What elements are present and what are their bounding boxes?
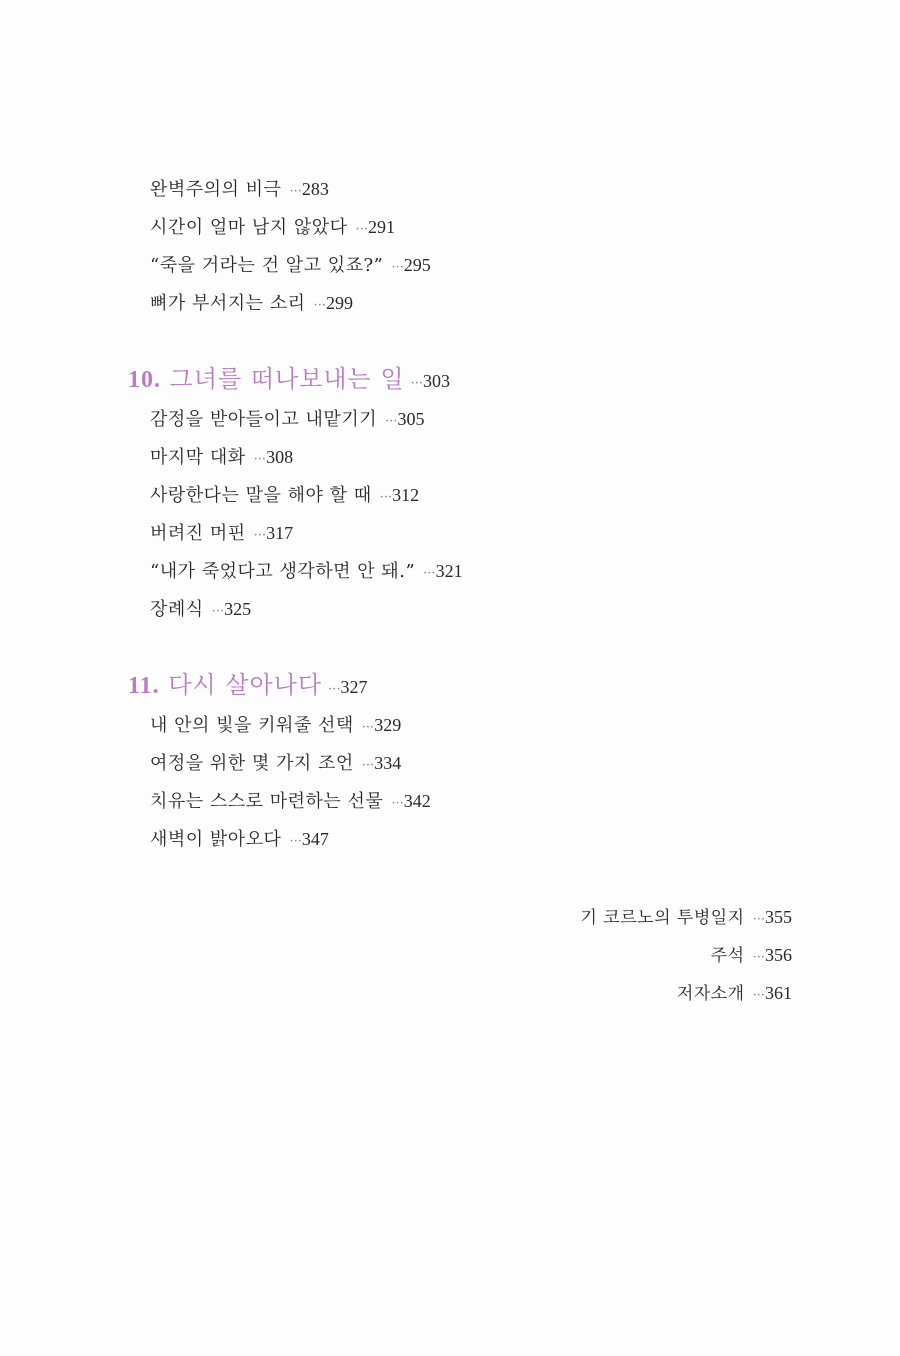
toc-leader-dots: ···	[355, 222, 368, 237]
toc-entry[interactable]	[128, 782, 748, 820]
toc-leader-dots: ···	[289, 834, 302, 849]
toc-leader-dots: ···	[379, 490, 393, 505]
toc-back-matter	[580, 898, 792, 1012]
toc-section-continued	[128, 170, 748, 322]
toc-page-number: 312	[392, 485, 420, 505]
toc-leader-dots: ···	[385, 414, 398, 429]
toc-entry-title: 감정을 받아들이고 내맡기기	[150, 409, 378, 430]
toc-entry-title: 버려진 머핀	[150, 523, 246, 544]
toc-entry[interactable]	[580, 936, 792, 974]
toc-leader-dots: ···	[391, 260, 404, 275]
toc-entry-title: 완벽주의의 비극	[150, 179, 282, 200]
toc-page-number: 283	[301, 179, 329, 199]
toc-entry-title: 기 코르노의 투병일지	[580, 908, 745, 928]
toc-leader-dots: ···	[391, 796, 404, 811]
toc-entry[interactable]	[128, 590, 748, 628]
toc-leader-dots: ···	[253, 452, 267, 467]
toc-page-number: 334	[374, 753, 402, 773]
toc-entry-title: “내가 죽었다고 생각하면 안 돼.”	[150, 561, 416, 582]
chapter-page-number: 327	[340, 677, 368, 697]
toc-entry[interactable]	[128, 208, 748, 246]
toc-leader-dots: ···	[361, 758, 375, 773]
toc-entry[interactable]	[128, 246, 748, 284]
toc-entry-title: 뼈가 부서지는 소리	[150, 293, 306, 314]
toc-page-number: 295	[403, 255, 431, 275]
toc-entry-title: 여정을 위한 몇 가지 조언	[150, 753, 354, 774]
toc-entry[interactable]	[128, 170, 748, 208]
toc-page-number: 325	[224, 599, 252, 619]
toc-entry[interactable]	[580, 974, 792, 1012]
toc-leader-dots: ···	[752, 950, 765, 965]
toc-leader-dots: ···	[313, 298, 326, 313]
toc-entry-title: 장례식	[150, 599, 204, 620]
toc-leader-dots: ···	[253, 528, 267, 543]
toc-entry-title: 새벽이 밝아오다	[150, 829, 282, 850]
toc-page-number: 355	[765, 907, 792, 927]
toc-entry[interactable]	[128, 552, 748, 590]
toc-page-number: 347	[301, 829, 329, 849]
toc-leader-dots: ···	[410, 376, 423, 391]
toc-page-number: 299	[325, 293, 353, 313]
chapter-heading[interactable]	[128, 358, 748, 400]
chapter-number: 10.	[128, 367, 161, 393]
toc-leader-dots: ···	[752, 912, 765, 927]
toc-leader-dots: ···	[361, 720, 375, 735]
toc-entry[interactable]	[128, 284, 748, 322]
toc-page-number: 291	[367, 217, 395, 237]
chapter-title: 그녀를 떠나보내는 일	[169, 365, 405, 393]
chapter-number: 11.	[128, 673, 160, 699]
chapter-title: 다시 살아나다	[168, 671, 323, 699]
toc-entry-title: 치유는 스스로 마련하는 선물	[150, 791, 384, 812]
toc-entry-title: 마지막 대화	[150, 447, 246, 468]
toc-entry[interactable]	[128, 514, 748, 552]
toc-entry[interactable]	[128, 744, 748, 782]
toc-leader-dots: ···	[289, 184, 302, 199]
toc-page-number: 305	[397, 409, 425, 429]
toc-entry[interactable]	[128, 706, 748, 744]
toc-entry-title: 사랑한다는 말을 해야 할 때	[150, 485, 372, 506]
toc-entry-title: 저자소개	[676, 984, 745, 1004]
toc-chapter-11	[128, 664, 748, 858]
chapter-page-number: 303	[422, 371, 450, 391]
toc-page-number: 317	[266, 523, 294, 543]
toc-page-number: 356	[765, 945, 792, 965]
toc-entry-title: 시간이 얼마 남지 않았다	[150, 217, 348, 238]
toc-page-number: 342	[403, 791, 431, 811]
toc-leader-dots: ···	[752, 988, 765, 1003]
toc-page-number: 321	[435, 561, 463, 581]
chapter-heading[interactable]	[128, 664, 748, 706]
toc-page-number: 361	[765, 983, 792, 1003]
toc-chapter-10	[128, 358, 748, 628]
toc-leader-dots: ···	[211, 604, 225, 619]
toc-entry[interactable]	[128, 820, 748, 858]
toc-entry[interactable]	[128, 476, 748, 514]
toc-entry[interactable]	[128, 438, 748, 476]
toc-page-number: 329	[374, 715, 402, 735]
toc-page-number: 308	[266, 447, 294, 467]
toc-leader-dots: ···	[423, 566, 436, 581]
toc-entry-title: 내 안의 빛을 키워줄 선택	[150, 715, 354, 736]
toc-entry-title: “죽을 거라는 건 알고 있죠?”	[150, 255, 384, 276]
toc-entry[interactable]	[128, 400, 748, 438]
toc-entry-title: 주석	[710, 946, 745, 966]
toc-entry[interactable]	[580, 898, 792, 936]
toc-leader-dots: ···	[328, 682, 341, 697]
